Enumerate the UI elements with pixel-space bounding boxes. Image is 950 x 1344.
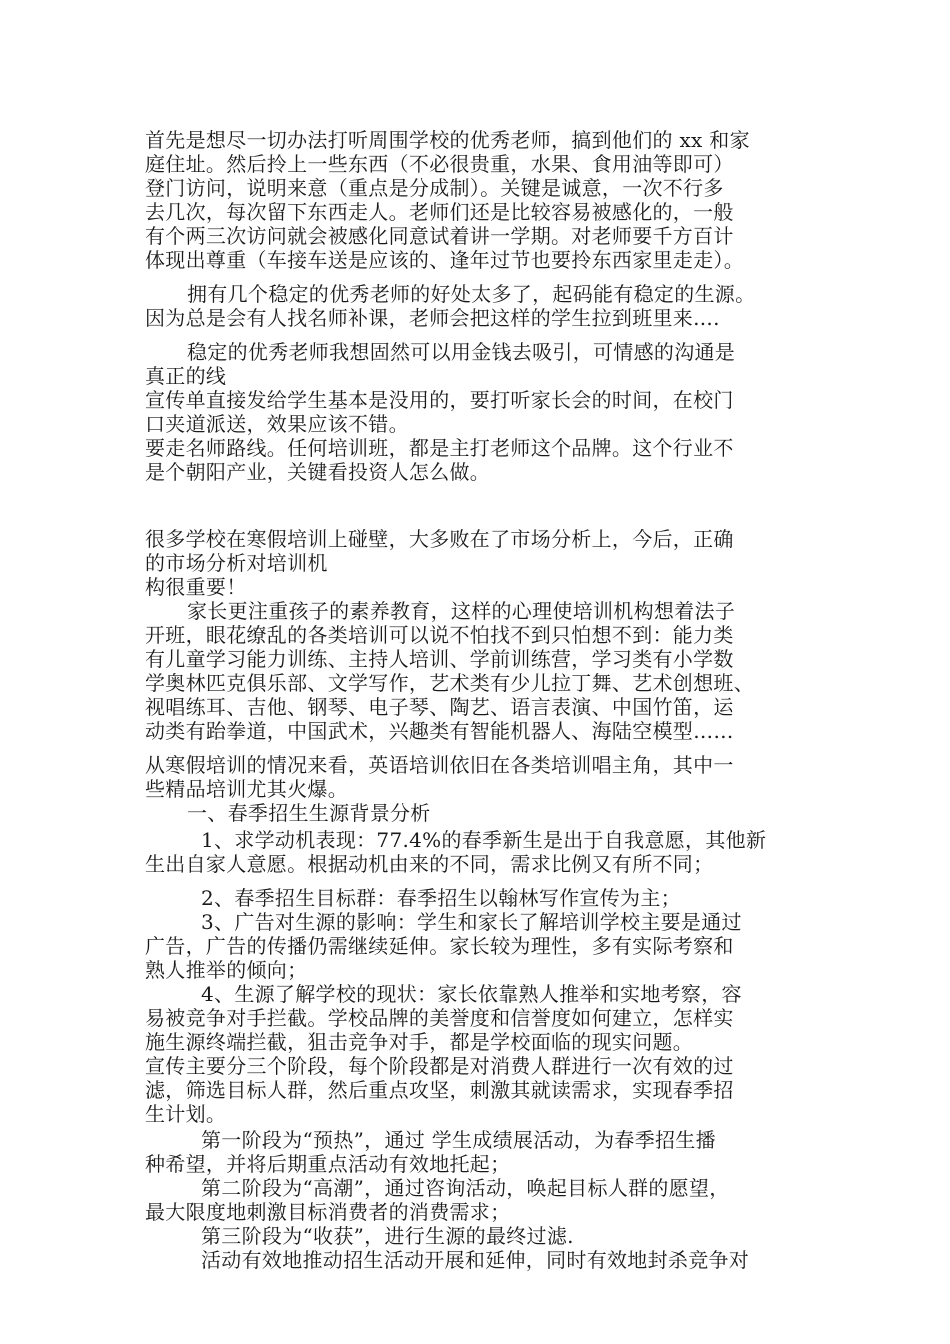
text-line: 学奥林匹克俱乐部、文学写作，艺术类有少儿拉丁舞、艺术创想班、 bbox=[145, 671, 754, 695]
text-line: 视唱练耳、吉他、钢琴、电子琴、陶艺、语言表演、中国竹笛，运 bbox=[145, 695, 734, 719]
text-line: 1、求学动机表现：77.4%的春季新生是出于自我意愿，其他新 bbox=[201, 828, 767, 852]
text-line: 真正的线 bbox=[145, 364, 227, 388]
text-line: 第三阶段为“收获”，进行生源的最终过滤. bbox=[201, 1224, 574, 1248]
text-line: 生计划。 bbox=[145, 1102, 227, 1126]
text-line: 去几次，每次留下东西走人。老师们还是比较容易被感化的，一般 bbox=[145, 200, 734, 224]
text-line: 从寒假培训的情况来看，英语培训依旧在各类培训唱主角，其中一 bbox=[145, 753, 734, 777]
text-line: 家长更注重孩子的素养教育，这样的心理使培训机构想着法子 bbox=[187, 599, 736, 623]
text-line: 宣传单直接发给学生基本是没用的，要打听家长会的时间，在校门 bbox=[145, 388, 734, 412]
text-line: 广告，广告的传播仍需继续延伸。家长较为理性，多有实际考察和 bbox=[145, 934, 734, 958]
text-line: 拥有几个稳定的优秀老师的好处太多了，起码能有稳定的生源。 bbox=[187, 282, 756, 306]
text-line: 因为总是会有人找名师补课，老师会把这样的学生拉到班里来.... bbox=[145, 306, 720, 330]
text-line: 第一阶段为“预热”，通过 学生成绩展活动，为春季招生播 bbox=[201, 1128, 716, 1152]
text-line: 有儿童学习能力训练、主持人培训、学前训练营，学习类有小学数 bbox=[145, 647, 734, 671]
text-line: 易被竞争对手拦截。学校品牌的美誉度和信誉度如何建立，怎样实 bbox=[145, 1006, 734, 1030]
text-line: 是个朝阳产业，关键看投资人怎么做。 bbox=[145, 460, 491, 484]
text-line: 滤，筛选目标人群，然后重点攻坚，刺激其就读需求，实现春季招 bbox=[145, 1078, 734, 1102]
text-line: 庭住址。然后拎上一些东西（不必很贵重，水果、食用油等即可） bbox=[145, 152, 734, 176]
text-line: 些精品培训尤其火爆。 bbox=[145, 777, 348, 801]
text-line: 登门访问，说明来意（重点是分成制）。关键是诚意，一次不行多 bbox=[145, 176, 724, 200]
text-line: 3、广告对生源的影响：学生和家长了解培训学校主要是通过 bbox=[201, 910, 742, 934]
section-heading: 一、春季招生生源背景分析 bbox=[187, 801, 431, 825]
text-line: 体现出尊重（车接车送是应该的、逢年过节也要拎东西家里走走）。 bbox=[145, 248, 744, 272]
text-line: 口夹道派送，效果应该不错。 bbox=[145, 412, 409, 436]
text-line: 首先是想尽一切办法打听周围学校的优秀老师，搞到他们的 xx 和家 bbox=[145, 128, 750, 152]
text-line: 宣传主要分三个阶段，每个阶段都是对消费人群进行一次有效的过 bbox=[145, 1054, 734, 1078]
text-line: 种希望，并将后期重点活动有效地托起； bbox=[145, 1152, 511, 1176]
text-line: 有个两三次访问就会被感化同意试着讲一学期。对老师要千方百计 bbox=[145, 224, 734, 248]
text-line: 稳定的优秀老师我想固然可以用金钱去吸引，可情感的沟通是 bbox=[187, 340, 736, 364]
text-line: 4、生源了解学校的现状：家长依靠熟人推举和实地考察，容 bbox=[201, 982, 742, 1006]
text-line: 施生源终端拦截，狙击竞争对手，都是学校面临的现实问题。 bbox=[145, 1030, 694, 1054]
text-line: 第二阶段为“高潮”，通过咨询活动，唤起目标人群的愿望， bbox=[201, 1176, 730, 1200]
text-line: 活动有效地推动招生活动开展和延伸，同时有效地封杀竞争对 bbox=[201, 1248, 750, 1272]
text-line: 很多学校在寒假培训上碰壁，大多败在了市场分析上，今后，正确 bbox=[145, 527, 734, 551]
text-line: 熟人推举的倾向； bbox=[145, 958, 308, 982]
text-line: 2、春季招生目标群：春季招生以翰林写作宣传为主； bbox=[201, 886, 681, 910]
text-line: 生出自家人意愿。根据动机由来的不同，需求比例又有所不同； bbox=[145, 852, 714, 876]
text-line: 要走名师路线。任何培训班，都是主打老师这个品牌。这个行业不 bbox=[145, 436, 734, 460]
text-line: 构很重要！ bbox=[145, 575, 247, 599]
text-line: 动类有跆拳道，中国武术，兴趣类有智能机器人、海陆空模型…… bbox=[145, 719, 734, 743]
text-line: 最大限度地刺激目标消费者的消费需求； bbox=[145, 1200, 511, 1224]
text-line: 的市场分析对培训机 bbox=[145, 551, 328, 575]
text-line: 开班，眼花缭乱的各类培训可以说不怕找不到只怕想不到：能力类 bbox=[145, 623, 734, 647]
